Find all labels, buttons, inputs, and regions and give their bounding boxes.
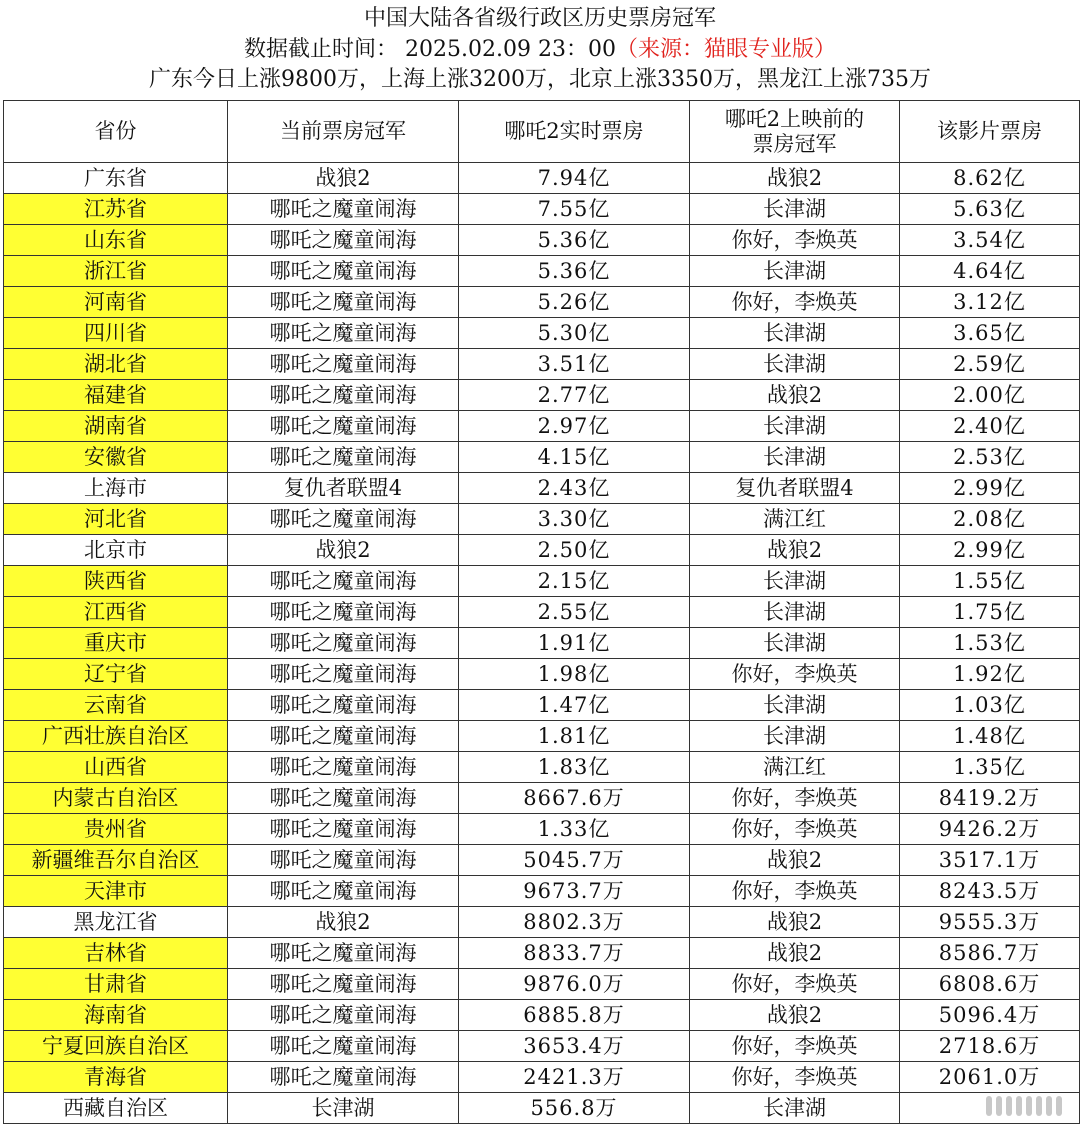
table-row [4, 938, 1080, 969]
table-row [4, 907, 1080, 938]
previous-champion-cell: 长津湖 [690, 256, 900, 287]
province-cell: 陕西省 [4, 566, 228, 597]
previous-champion-cell: 长津湖 [690, 597, 900, 628]
nezha2-box-office-cell: 8833.7万 [459, 938, 690, 969]
table-row [4, 1000, 1080, 1031]
province-cell: 广东省 [4, 163, 228, 194]
previous-champion-cell: 长津湖 [690, 318, 900, 349]
table-row [4, 628, 1080, 659]
table-row [4, 783, 1080, 814]
date-line [0, 34, 1080, 65]
table-row [4, 473, 1080, 504]
previous-champion-cell: 战狼2 [690, 845, 900, 876]
film-box-office-cell: 8586.7万 [900, 938, 1080, 969]
header-previous-champion-line-1: 哪吒2上映前的 [724, 106, 865, 131]
header-film-box-office: 该影片票房 [900, 101, 1080, 163]
province-cell: 海南省 [4, 1000, 228, 1031]
champion-cell: 哪吒之魔童闹海 [228, 1062, 459, 1093]
film-box-office-cell: 8243.5万 [900, 876, 1080, 907]
table-row [4, 287, 1080, 318]
previous-champion-cell: 长津湖 [690, 411, 900, 442]
champion-cell: 哪吒之魔童闹海 [228, 194, 459, 225]
champion-cell: 哪吒之魔童闹海 [228, 1000, 459, 1031]
table-row [4, 380, 1080, 411]
previous-champion-cell: 长津湖 [690, 349, 900, 380]
table-row [4, 721, 1080, 752]
previous-champion-cell: 战狼2 [690, 163, 900, 194]
table-row [4, 504, 1080, 535]
table-row [4, 256, 1080, 287]
previous-champion-cell: 你好，李焕英 [690, 1031, 900, 1062]
province-cell: 宁夏回族自治区 [4, 1031, 228, 1062]
province-cell: 四川省 [4, 318, 228, 349]
nezha2-box-office-cell: 2.55亿 [459, 597, 690, 628]
province-cell: 安徽省 [4, 442, 228, 473]
cutoff-time: 数据截止时间： 2025.02.09 23：00 [244, 37, 616, 62]
table-row [4, 659, 1080, 690]
table-row [4, 566, 1080, 597]
nezha2-box-office-cell: 2.50亿 [459, 535, 690, 566]
film-box-office-cell: 2.99亿 [900, 473, 1080, 504]
header-province: 省份 [4, 101, 228, 163]
film-box-office-cell: 5.63亿 [900, 194, 1080, 225]
previous-champion-cell: 长津湖 [690, 628, 900, 659]
header-previous-champion [690, 101, 900, 163]
province-cell: 内蒙古自治区 [4, 783, 228, 814]
nezha2-box-office-cell: 1.33亿 [459, 814, 690, 845]
previous-champion-cell: 满江红 [690, 752, 900, 783]
nezha2-box-office-cell: 2.77亿 [459, 380, 690, 411]
film-box-office-cell: 2.99亿 [900, 535, 1080, 566]
table-row [4, 1093, 1080, 1124]
film-box-office-cell: 1.75亿 [900, 597, 1080, 628]
province-cell: 广西壮族自治区 [4, 721, 228, 752]
table-row [4, 690, 1080, 721]
province-cell: 上海市 [4, 473, 228, 504]
previous-champion-cell: 你好，李焕英 [690, 287, 900, 318]
table-row [4, 969, 1080, 1000]
champion-cell: 战狼2 [228, 907, 459, 938]
previous-champion-cell: 复仇者联盟4 [690, 473, 900, 504]
province-cell: 辽宁省 [4, 659, 228, 690]
champion-cell: 哪吒之魔童闹海 [228, 969, 459, 1000]
champion-cell: 哪吒之魔童闹海 [228, 287, 459, 318]
data-source: （来源：猫眼专业版） [615, 37, 836, 62]
champion-cell: 哪吒之魔童闹海 [228, 225, 459, 256]
province-cell: 河北省 [4, 504, 228, 535]
table-row [4, 442, 1080, 473]
film-box-office-cell: 2061.0万 [900, 1062, 1080, 1093]
province-cell: 福建省 [4, 380, 228, 411]
film-box-office-cell: 3.65亿 [900, 318, 1080, 349]
champion-cell: 战狼2 [228, 163, 459, 194]
champion-cell: 哪吒之魔童闹海 [228, 442, 459, 473]
province-cell: 湖北省 [4, 349, 228, 380]
previous-champion-cell: 你好，李焕英 [690, 876, 900, 907]
film-box-office-cell: 1.48亿 [900, 721, 1080, 752]
page-title: 中国大陆各省级行政区历史票房冠军 [363, 6, 716, 31]
nezha2-box-office-cell: 7.55亿 [459, 194, 690, 225]
table-row [4, 752, 1080, 783]
header-current-champion: 当前票房冠军 [228, 101, 459, 163]
champion-cell: 哪吒之魔童闹海 [228, 380, 459, 411]
table-row [4, 163, 1080, 194]
box-office-table [3, 100, 1080, 1124]
table-row [4, 1031, 1080, 1062]
film-box-office-cell: 9555.3万 [900, 907, 1080, 938]
province-cell: 浙江省 [4, 256, 228, 287]
table-row [4, 411, 1080, 442]
champion-cell: 哪吒之魔童闹海 [228, 349, 459, 380]
film-box-office-cell: 2718.6万 [900, 1031, 1080, 1062]
film-box-office-cell: 1.03亿 [900, 690, 1080, 721]
film-box-office-cell: 8419.2万 [900, 783, 1080, 814]
table-row [4, 814, 1080, 845]
champion-cell: 哪吒之魔童闹海 [228, 628, 459, 659]
table-body [4, 163, 1080, 1124]
province-cell: 贵州省 [4, 814, 228, 845]
province-cell: 青海省 [4, 1062, 228, 1093]
province-cell: 北京市 [4, 535, 228, 566]
table-row [4, 349, 1080, 380]
table-row [4, 318, 1080, 349]
previous-champion-cell: 你好，李焕英 [690, 225, 900, 256]
province-cell: 山西省 [4, 752, 228, 783]
nezha2-box-office-cell: 5045.7万 [459, 845, 690, 876]
film-box-office-cell: 1.35亿 [900, 752, 1080, 783]
nezha2-box-office-cell: 5.26亿 [459, 287, 690, 318]
nezha2-box-office-cell: 3653.4万 [459, 1031, 690, 1062]
province-cell: 湖南省 [4, 411, 228, 442]
nezha2-box-office-cell: 4.15亿 [459, 442, 690, 473]
province-cell: 重庆市 [4, 628, 228, 659]
table-row [4, 876, 1080, 907]
champion-cell: 哪吒之魔童闹海 [228, 256, 459, 287]
previous-champion-cell: 长津湖 [690, 194, 900, 225]
previous-champion-cell: 战狼2 [690, 938, 900, 969]
table-row [4, 194, 1080, 225]
province-cell: 云南省 [4, 690, 228, 721]
film-box-office-cell: 4.64亿 [900, 256, 1080, 287]
champion-cell: 哪吒之魔童闹海 [228, 566, 459, 597]
champion-cell: 哪吒之魔童闹海 [228, 938, 459, 969]
film-box-office-cell: 6808.6万 [900, 969, 1080, 1000]
province-cell: 甘肃省 [4, 969, 228, 1000]
table-row [4, 597, 1080, 628]
previous-champion-cell: 战狼2 [690, 1000, 900, 1031]
champion-cell: 长津湖 [228, 1093, 459, 1124]
previous-champion-cell: 战狼2 [690, 380, 900, 411]
film-box-office-cell: 1.53亿 [900, 628, 1080, 659]
nezha2-box-office-cell: 3.51亿 [459, 349, 690, 380]
champion-cell: 哪吒之魔童闹海 [228, 814, 459, 845]
province-cell: 吉林省 [4, 938, 228, 969]
previous-champion-cell: 长津湖 [690, 566, 900, 597]
nezha2-box-office-cell: 2.97亿 [459, 411, 690, 442]
film-box-office-cell: 2.53亿 [900, 442, 1080, 473]
province-cell: 江苏省 [4, 194, 228, 225]
nezha2-box-office-cell: 1.47亿 [459, 690, 690, 721]
nezha2-box-office-cell: 2.15亿 [459, 566, 690, 597]
previous-champion-cell: 满江红 [690, 504, 900, 535]
previous-champion-cell: 长津湖 [690, 1093, 900, 1124]
previous-champion-cell: 战狼2 [690, 907, 900, 938]
previous-champion-cell: 长津湖 [690, 690, 900, 721]
nezha2-box-office-cell: 2.43亿 [459, 473, 690, 504]
film-box-office-cell: 2.08亿 [900, 504, 1080, 535]
previous-champion-cell: 你好，李焕英 [690, 659, 900, 690]
header-previous-champion-line-2: 票房冠军 [752, 131, 837, 156]
film-box-office-cell: 3517.1万 [900, 845, 1080, 876]
summary-line: 广东今日上涨9800万，上海上涨3200万，北京上涨3350万，黑龙江上涨735万 [149, 67, 931, 92]
champion-cell: 哪吒之魔童闹海 [228, 783, 459, 814]
champion-cell: 哪吒之魔童闹海 [228, 876, 459, 907]
film-box-office-cell: 2.00亿 [900, 380, 1080, 411]
previous-champion-cell: 长津湖 [690, 442, 900, 473]
nezha2-box-office-cell: 9876.0万 [459, 969, 690, 1000]
film-box-office-cell: 1.92亿 [900, 659, 1080, 690]
nezha2-box-office-cell: 5.36亿 [459, 225, 690, 256]
film-box-office-cell: 2.59亿 [900, 349, 1080, 380]
previous-champion-cell: 战狼2 [690, 535, 900, 566]
champion-cell: 哪吒之魔童闹海 [228, 690, 459, 721]
nezha2-box-office-cell: 1.81亿 [459, 721, 690, 752]
film-box-office-cell: 5096.4万 [900, 1000, 1080, 1031]
header-nezha2-box-office: 哪吒2实时票房 [459, 101, 690, 163]
champion-cell: 哪吒之魔童闹海 [228, 659, 459, 690]
previous-champion-cell: 你好，李焕英 [690, 1062, 900, 1093]
previous-champion-cell: 你好，李焕英 [690, 783, 900, 814]
previous-champion-cell: 你好，李焕英 [690, 969, 900, 1000]
champion-cell: 哪吒之魔童闹海 [228, 752, 459, 783]
nezha2-box-office-cell: 6885.8万 [459, 1000, 690, 1031]
nezha2-box-office-cell: 1.83亿 [459, 752, 690, 783]
previous-champion-cell: 长津湖 [690, 721, 900, 752]
nezha2-box-office-cell: 8802.3万 [459, 907, 690, 938]
film-box-office-cell: 3.54亿 [900, 225, 1080, 256]
nezha2-box-office-cell: 1.98亿 [459, 659, 690, 690]
province-cell: 新疆维吾尔自治区 [4, 845, 228, 876]
nezha2-box-office-cell: 8667.6万 [459, 783, 690, 814]
province-cell: 黑龙江省 [4, 907, 228, 938]
nezha2-box-office-cell: 9673.7万 [459, 876, 690, 907]
province-cell: 江西省 [4, 597, 228, 628]
watermark-icon [984, 1092, 1064, 1120]
film-box-office-cell: 3.12亿 [900, 287, 1080, 318]
champion-cell: 哪吒之魔童闹海 [228, 721, 459, 752]
champion-cell: 哪吒之魔童闹海 [228, 504, 459, 535]
province-cell: 河南省 [4, 287, 228, 318]
table-header-row [4, 101, 1080, 163]
province-cell: 西藏自治区 [4, 1093, 228, 1124]
champion-cell: 哪吒之魔童闹海 [228, 1031, 459, 1062]
champion-cell: 战狼2 [228, 535, 459, 566]
nezha2-box-office-cell: 1.91亿 [459, 628, 690, 659]
nezha2-box-office-cell: 3.30亿 [459, 504, 690, 535]
table-row [4, 845, 1080, 876]
previous-champion-cell: 你好，李焕英 [690, 814, 900, 845]
nezha2-box-office-cell: 7.94亿 [459, 163, 690, 194]
film-box-office-cell: 8.62亿 [900, 163, 1080, 194]
nezha2-box-office-cell: 5.30亿 [459, 318, 690, 349]
champion-cell: 哪吒之魔童闹海 [228, 597, 459, 628]
nezha2-box-office-cell: 2421.3万 [459, 1062, 690, 1093]
film-box-office-cell: 2.40亿 [900, 411, 1080, 442]
province-cell: 天津市 [4, 876, 228, 907]
film-box-office-cell: 9426.2万 [900, 814, 1080, 845]
nezha2-box-office-cell: 5.36亿 [459, 256, 690, 287]
table-row [4, 225, 1080, 256]
nezha2-box-office-cell: 556.8万 [459, 1093, 690, 1124]
champion-cell: 哪吒之魔童闹海 [228, 845, 459, 876]
film-box-office-cell: 1.55亿 [900, 566, 1080, 597]
table-row [4, 1062, 1080, 1093]
table-row [4, 535, 1080, 566]
province-cell: 山东省 [4, 225, 228, 256]
champion-cell: 哪吒之魔童闹海 [228, 411, 459, 442]
champion-cell: 复仇者联盟4 [228, 473, 459, 504]
champion-cell: 哪吒之魔童闹海 [228, 318, 459, 349]
